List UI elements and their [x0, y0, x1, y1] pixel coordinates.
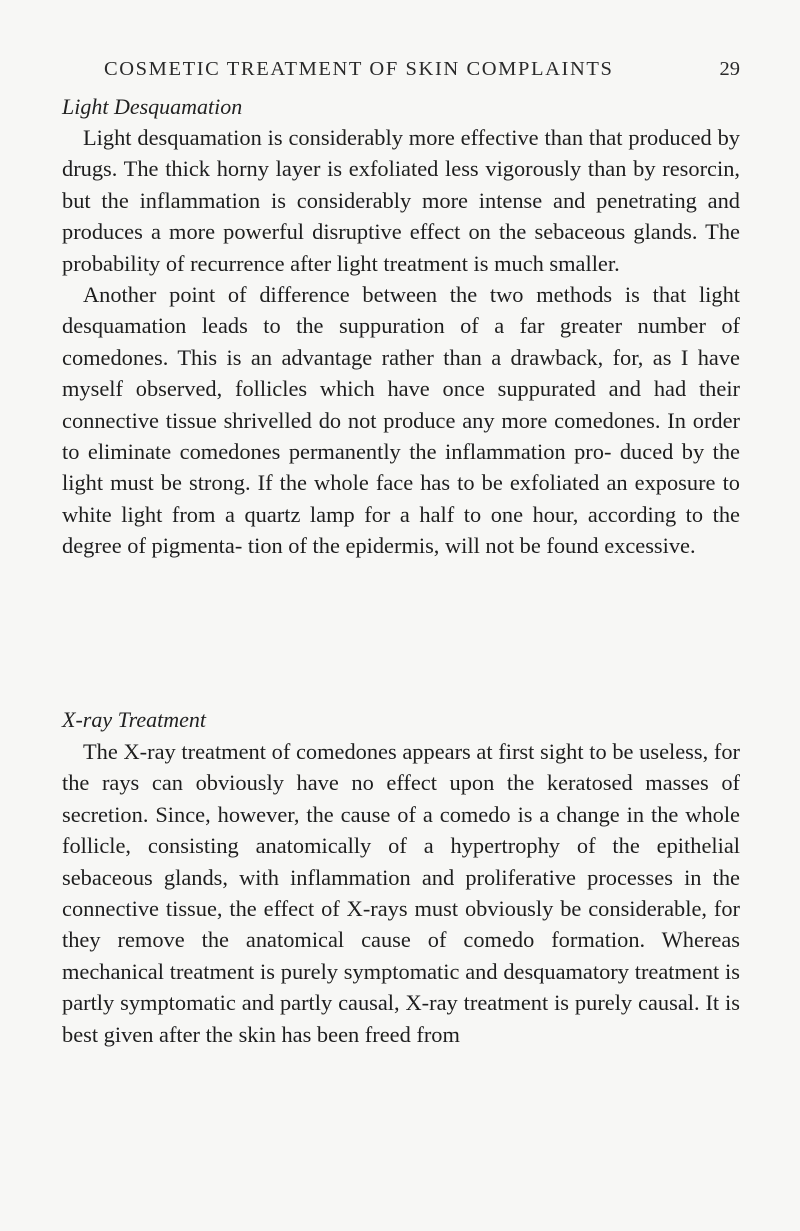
running-title: COSMETIC TREATMENT OF SKIN COMPLAINTS: [104, 58, 614, 80]
section-heading-x-ray-treatment: X-ray Treatment: [62, 707, 206, 732]
section-heading-light-desquamation: Light Desquamation: [62, 94, 243, 119]
running-head: [104, 58, 740, 88]
page-number: 29: [719, 58, 740, 80]
paragraph-x-ray-treatment-1: The X-ray treatment of comedones appears at first sight to be useless, for the rays can obviously have no effect upon the keratosed masses of secretion. Since, however, the cause of a comedo is a change in the whole follicle, consisting anatomically of a hypertrophy of the epithelial sebaceous glands, with inflammation and proliferative processes in the connective tissue, the effect of X-rays must obviously be considerable, for they remove the anatomical cause of comedo formation. Whereas mechanical treatment is purely symptomatic and desquamatory treatment is partly symptomatic and partly causal, X-ray treatment is purely causal. It is best given after the skin has been freed from: [62, 739, 740, 1047]
paragraph-light-desquamation-2: Another point of difference between the two methods is that light desquamation leads to the suppuration of a far greater number of comedones. This is an advantage rather than a drawback, for, as I have myself observed, follicles which have once suppurated and had their connective tissue shrivelled do not produce any more comedones. In order to eliminate comedones permanently the inflammation pro- duced by the light must be strong. If the whole face has to be exfoliated an exposure to white light from a quartz lamp for a half to one hour, according to the degree of pigmenta- tion of the epidermis, will not be found excessive.: [62, 282, 740, 559]
paragraph-light-desquamation-1: Light desquamation is considerably more effective than that produced by drugs. The thick horny layer is exfoliated less vigorously than by resorcin, but the inflammation is considerably more intense and penetrating and produces a more powerful disruptive effect on the sebaceous glands. The probability of recurrence after light treatment is much smaller.: [62, 125, 740, 276]
